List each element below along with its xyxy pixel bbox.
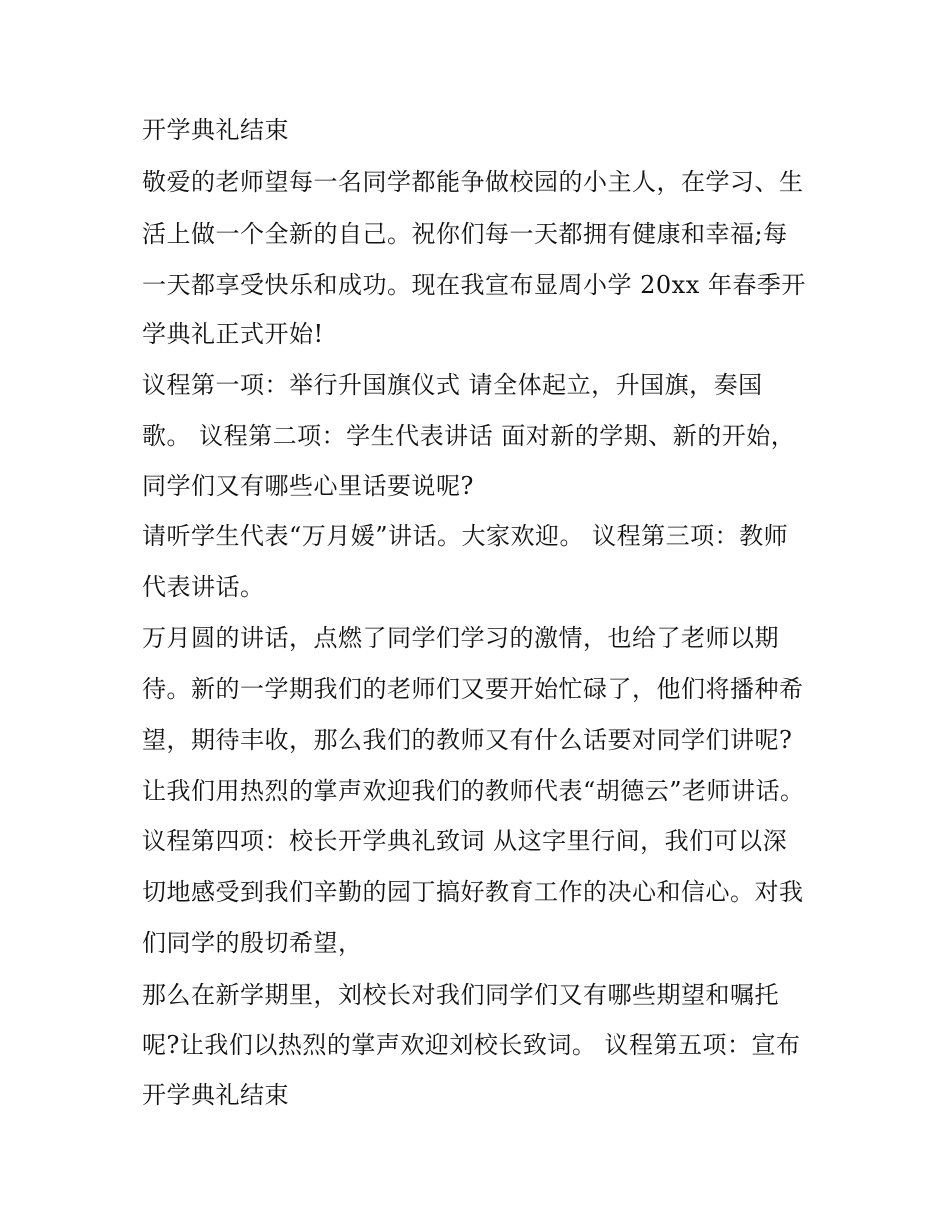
text-line: 一天都享受快乐和成功。现在我宣布显周小学 20xx 年春季开	[142, 271, 806, 299]
text-line: 们同学的殷切希望，	[142, 929, 363, 957]
text-line: 活上做一个全新的自己。祝你们每一天都拥有健康和幸福;每	[142, 220, 788, 248]
text-line: 开学典礼结束	[142, 1081, 289, 1109]
text-line: 待。新的一学期我们的老师们又要开始忙碌了，他们将播种希	[142, 675, 804, 703]
text-line: 敬爱的老师望每一名同学都能争做校园的小主人，在学习、生	[142, 168, 804, 196]
text-line: 呢?让我们以热烈的掌声欢迎刘校长致词。 议程第五项：宣布	[142, 1031, 801, 1059]
text-line: 万月圆的讲话，点燃了同学们学习的激情，也给了老师以期	[142, 624, 779, 652]
text-line: 开学典礼结束	[142, 116, 289, 144]
text-line: 望，期待丰收，那么我们的教师又有什么话要对同学们讲呢?	[142, 726, 793, 754]
text-line: 同学们又有哪些心里话要说呢?	[142, 472, 474, 500]
text-line: 切地感受到我们辛勤的园丁搞好教育工作的决心和信心。对我	[142, 878, 804, 906]
text-line: 让我们用热烈的掌声欢迎我们的教师代表“胡德云”老师讲话。	[142, 777, 805, 805]
text-line: 代表讲话。	[142, 573, 265, 601]
text-line: 议程第四项：校长开学典礼致词 从这字里行间，我们可以深	[142, 827, 788, 855]
text-line: 议程第一项：举行升国旗仪式 请全体起立，升国旗，奏国	[142, 371, 763, 399]
text-line: 请听学生代表“万月媛”讲话。大家欢迎。 议程第三项：教师	[142, 522, 789, 550]
text-line: 歌。 议程第二项：学生代表讲话 面对新的学期、新的开始，	[142, 422, 796, 450]
text-line: 学典礼正式开始!	[142, 320, 324, 348]
text-line: 那么在新学期里，刘校长对我们同学们又有哪些期望和嘱托	[142, 981, 779, 1009]
